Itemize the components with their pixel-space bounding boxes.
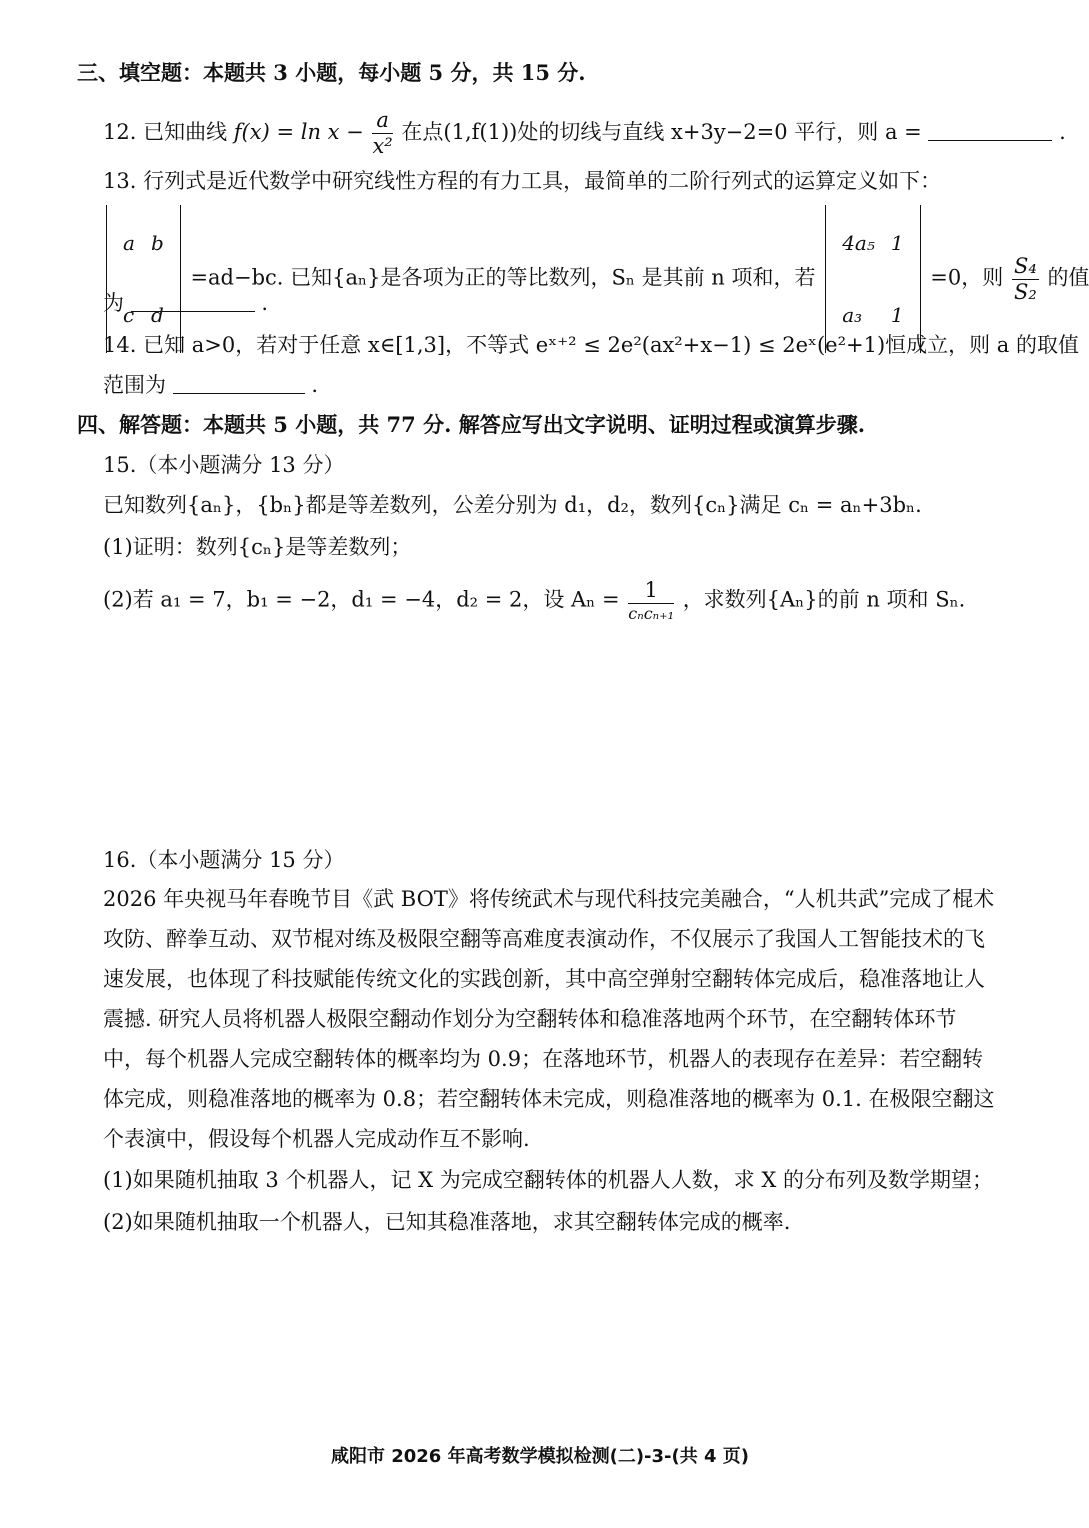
- question-13-line-1: [103, 166, 941, 196]
- det-entry: b: [150, 231, 164, 255]
- period: .: [1059, 120, 1066, 144]
- det-entry: c: [123, 303, 135, 327]
- question-16-stem-line: 体完成，则稳准落地的概率为 0.8；若空翻转体未完成，则稳准落地的概率为 0.1. 在极限空翻这: [103, 1087, 995, 1111]
- question-text: =ad−bc. 已知{aₙ}是各项为正的等比数列，Sₙ 是其前 n 项和，若: [190, 265, 816, 290]
- question-16-part-2: (2)如果随机抽取一个机器人，已知其稳准落地，求其空翻转体完成的概率.: [103, 1210, 791, 1234]
- question-number: 12.: [103, 120, 137, 144]
- det-entry: a₃: [842, 303, 863, 327]
- question-text: 行列式是近代数学中研究线性方程的有力工具，最简单的二阶行列式的运算定义如下：: [143, 169, 942, 193]
- question-16-stem-line: 个表演中，假设每个机器人完成动作互不影响.: [103, 1127, 530, 1151]
- fraction-numerator: S₄: [1013, 253, 1037, 278]
- section-heading-solutions: 四、解答题：本题共 5 小题，共 77 分. 解答应写出文字说明、证明过程或演算步骤.: [77, 412, 866, 437]
- answer-blank[interactable]: [928, 118, 1052, 141]
- question-15-header: 15.（本小题满分 13 分）: [103, 453, 345, 477]
- fraction-numerator: a: [372, 110, 392, 134]
- answer-blank[interactable]: [131, 289, 255, 312]
- det-entry: 1: [890, 231, 904, 255]
- question-16-stem-line: 速发展，也体现了科技赋能传统文化的实践创新，其中高空弹射空翻转体完成后，稳准落地让人: [103, 967, 985, 991]
- question-16-header: 16.（本小题满分 15 分）: [103, 848, 345, 872]
- det-entry: 4a₅: [842, 231, 875, 255]
- question-15-part-1: (1)证明：数列{cₙ}是等差数列；: [103, 535, 412, 559]
- page-footer: 咸阳市 2026 年高考数学模拟检测(二)-3-(共 4 页): [330, 1446, 750, 1467]
- answer-blank[interactable]: [173, 371, 305, 394]
- question-text: 的值: [1047, 265, 1089, 290]
- question-15-stem: 已知数列{aₙ}，{bₙ}都是等差数列，公差分别为 d₁，d₂，数列{cₙ}满足 cₙ = aₙ+3bₙ.: [103, 493, 922, 517]
- period: .: [311, 373, 319, 397]
- section-heading-fill-blank: 三、填空题：本题共 3 小题，每小题 5 分，共 15 分.: [77, 60, 586, 85]
- question-14-line-1: [103, 330, 1079, 360]
- question-number: 13.: [103, 169, 137, 193]
- question-text: =0，则: [930, 265, 1004, 290]
- det-entry: a: [123, 231, 135, 255]
- question-text: 为: [103, 291, 124, 315]
- question-16-stem-line: 攻防、醉拳互动、双节棍对练及极限空翻等高难度表演动作，不仅展示了我国人工智能技术的飞: [103, 927, 985, 951]
- question-13-line-3: [103, 288, 268, 318]
- fraction-denominator: cₙcₙ₊₁: [628, 604, 674, 623]
- question-text: ，求数列{Aₙ}的前 n 项和 Sₙ.: [682, 587, 966, 612]
- question-16-part-1: (1)如果随机抽取 3 个机器人，记 X 为完成空翻转体的机器人人数，求 X 的分布列及数学期望；: [103, 1168, 994, 1192]
- question-16-stem-line: 2026 年央视马年春晚节目《武 BOT》将传统武术与现代科技完美融合，“人机共武”完成了棍术: [103, 887, 995, 911]
- question-12: [103, 110, 1066, 157]
- question-text: (2)若 a₁ = 7，b₁ = −2，d₁ = −4，d₂ = 2，设 Aₙ =: [103, 587, 620, 612]
- question-16-stem-line: 震撼. 研究人员将机器人极限空翻动作划分为空翻转体和稳准落地两个环节，在空翻转体环节: [103, 1007, 957, 1031]
- question-text: 已知 a>0，若对于任意 x∈[1,3]，不等式 eˣ⁺² ≤ 2e²(ax²+x−1) ≤ 2eˣ(e²+1)恒成立，则 a 的取值: [143, 333, 1080, 357]
- fraction-denominator: S₂: [1013, 279, 1037, 304]
- question-text: 在点(1,f(1))处的切线与直线 x+3y−2=0 平行，则 a =: [401, 120, 922, 144]
- question-text: 已知曲线: [143, 120, 228, 144]
- question-text: 范围为: [103, 373, 166, 397]
- det-entry: 1: [890, 303, 904, 327]
- period: .: [261, 291, 269, 315]
- question-14-line-2: [103, 370, 318, 400]
- question-number: 14.: [103, 333, 137, 357]
- fraction: [372, 110, 392, 157]
- fraction: [1012, 253, 1039, 304]
- fraction-numerator: 1: [628, 580, 674, 604]
- function-expression: f(x) = ln x −: [233, 120, 364, 144]
- question-15-part-2: [103, 580, 965, 622]
- fraction-denominator: x²: [372, 134, 393, 158]
- det-entry: d: [150, 303, 164, 327]
- question-16-stem-line: 中，每个机器人完成空翻转体的概率均为 0.9；在落地环节，机器人的表现存在差异：若空翻转: [103, 1047, 984, 1071]
- fraction: [628, 580, 674, 622]
